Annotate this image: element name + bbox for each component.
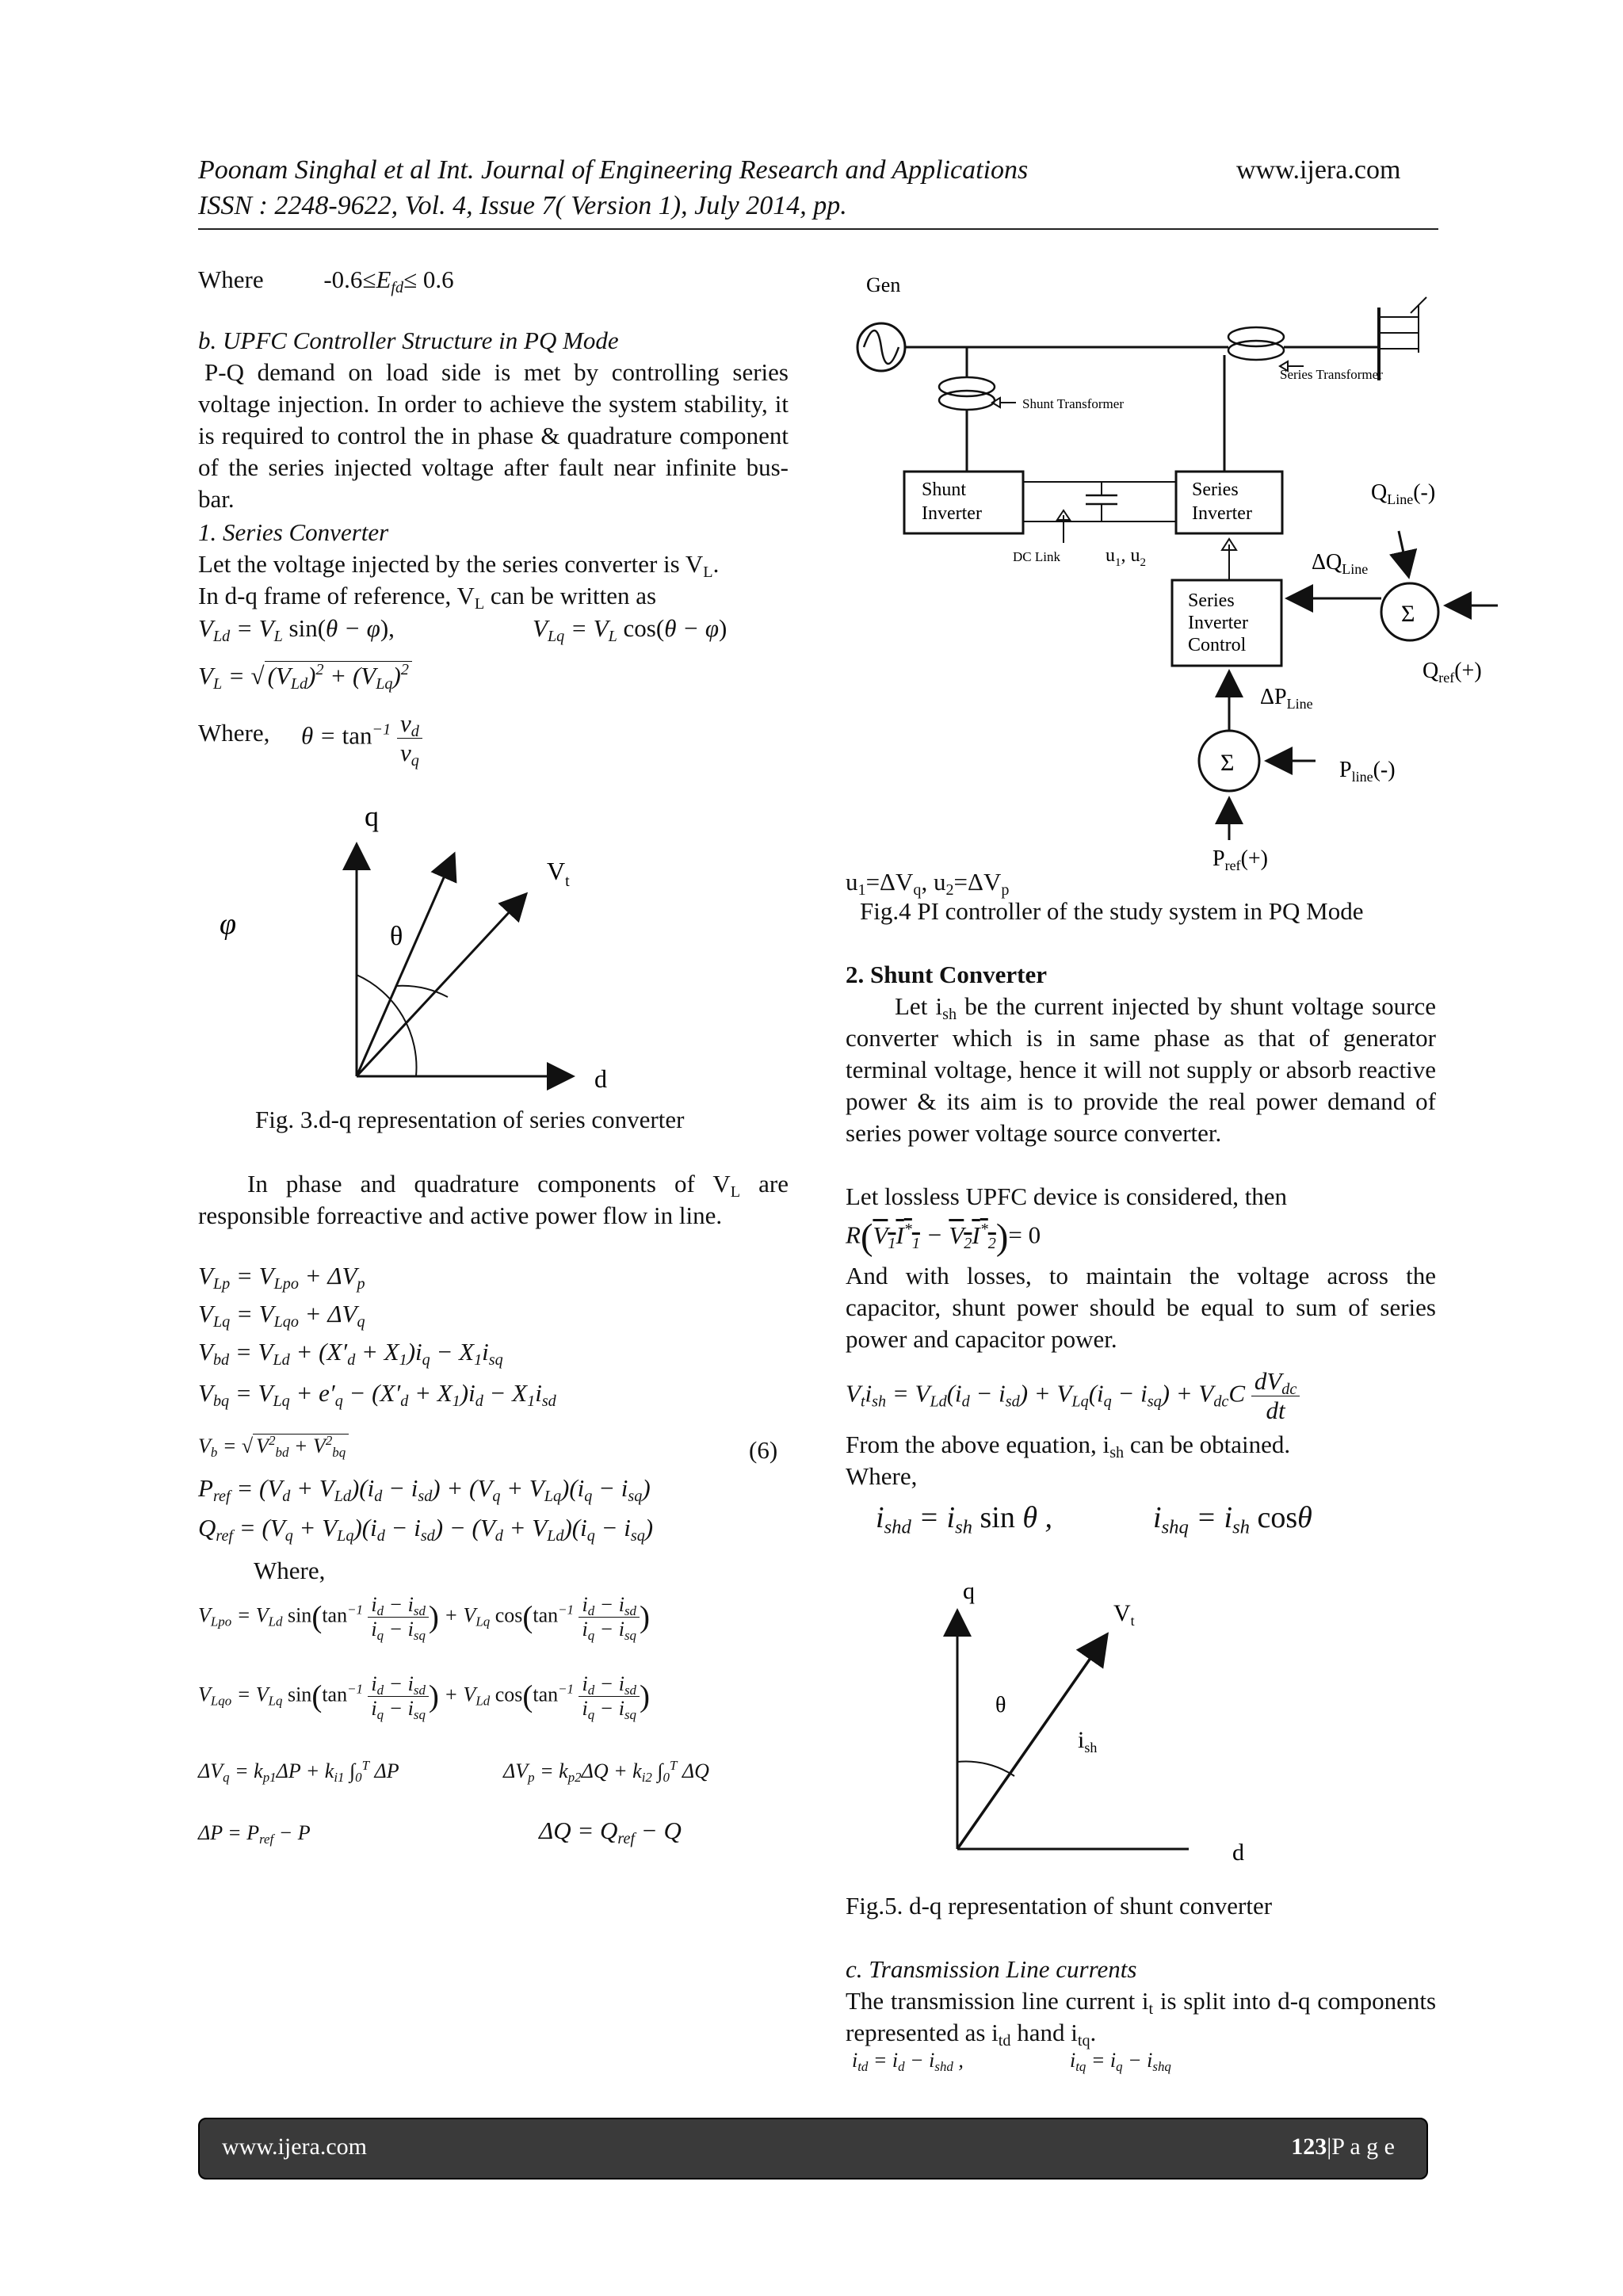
- fig4-sine-icon: [864, 330, 899, 364]
- fig4-u-label: $u_1$, $u_2$: [1106, 545, 1146, 569]
- fig4-q-ref-label: $Q_{ref}(+)$: [1423, 659, 1482, 686]
- fig5-theta-arc: [957, 1761, 1014, 1776]
- efd-range: $-0.6\le E_{fd}\le 0.6$: [323, 266, 454, 297]
- fig4-pi-controller: [840, 269, 1522, 880]
- eq-lossless: $R(V_1I^*_1 - V_2I^*_2)= 0$: [846, 1217, 1041, 1258]
- eq-vlpo: $V_{Lpo} = V_{Ld}$ $\sin(\tan^{-1}$ $\frac{i_d - i_{sd}}{i_q - i_{sq}}$ ) + $V_{Lq}$ $\cos(\tan^{-1}$ $\frac{i_d - i_{sd}}{i_q - i_{sq}}$ ): [198, 1593, 650, 1644]
- fig4-series-transformer-label: Series Transformer: [1280, 367, 1383, 382]
- fig4-control-label2: Inverter: [1188, 613, 1248, 633]
- fig4-p-ref-label: $P_{ref}(+)$: [1212, 846, 1269, 873]
- fig4-series-inverter-label2: Inverter: [1192, 503, 1252, 524]
- footer-page-number: 123: [1291, 2134, 1327, 2160]
- losses-para: And with losses, to maintain the voltage across the capacitor, shunt power should be equal to sum of series power and capacitor power.: [846, 1262, 1436, 1353]
- eq-ishd: $i_{shd} = i_{sh}$ sin θ ,: [876, 1501, 1053, 1538]
- header-rule: [198, 228, 1438, 230]
- fig4-series-inverter-label1: Series: [1192, 479, 1239, 500]
- series-line1-text: Let the voltage injected by the series converter is V: [198, 550, 704, 578]
- from-eq-a: From the above equation, i: [846, 1431, 1110, 1458]
- eq-number-6: (6): [749, 1436, 778, 1464]
- header-url[interactable]: www.ijera.com: [1236, 155, 1401, 185]
- fig3-theta-label: θ: [390, 922, 403, 951]
- eq-qref: $Q_{ref} = (V_q + V_{Lq})(i_d - i_{sd}) - (V_d + V_{Ld})(i_q - i_{sq})$: [198, 1514, 654, 1545]
- fig3-q-label: q: [365, 800, 379, 832]
- fig4-u-def: $u_1=\Delta V_q$, $u_2=\Delta V_p$: [846, 868, 1010, 900]
- fig4-sum-p-sigma: Σ: [1220, 750, 1235, 776]
- where-line: [198, 264, 454, 296]
- tl-para-c: hand i: [1010, 2019, 1078, 2046]
- fig4-dc-link-label: DC Link: [1013, 549, 1060, 564]
- eq-dp: $\Delta P = P_{ref} - P$: [198, 1821, 311, 1847]
- fig5-q-label: q: [963, 1578, 975, 1604]
- fig4-shunt-inverter-label2: Inverter: [922, 503, 982, 524]
- from-eq-b: can be obtained.: [1124, 1431, 1291, 1458]
- para-inphase-a: In phase and quadrature components of V: [247, 1170, 731, 1198]
- fig3-caption: Fig. 3.d-q representation of series converter: [255, 1106, 685, 1133]
- fig3-vt-vector: [357, 856, 453, 1076]
- eq-vlq2: $V_{Lq} = V_{Lqo} + \Delta V_q$: [198, 1300, 365, 1331]
- eq-vlp: $V_{Lp} = V_{Lpo} + \Delta V_p$: [198, 1262, 365, 1293]
- series-line2-text: In d-q frame of reference, V: [198, 582, 475, 609]
- fig4-control-label3: Control: [1188, 635, 1247, 655]
- eq-pref: $P_{ref} = (V_d + V_{Ld})(i_d - i_{sd}) + (V_q + V_{Lq})(i_q - i_{sq})$: [198, 1474, 651, 1506]
- fig3-phi-label: φ: [220, 907, 237, 941]
- eq-itd: $i_{td} = i_d - i_{shd}$ ,: [852, 2049, 964, 2075]
- fig3-vt-label: $V_t$: [547, 857, 570, 890]
- from-eq-line: From the above equation, $i_{sh}$ can be obtained.: [846, 1431, 1291, 1462]
- fig3-vl-vector: [357, 896, 525, 1076]
- journal-header: [198, 155, 1028, 186]
- eq-shunt-power: $V_ti_{sh} = V_{Ld}(i_d - i_{sd}) + V_{Lq}(i_q - i_{sq}) + V_{dc}C$ $\frac{dV_{dc}}{dt}$: [846, 1367, 1300, 1425]
- series-line2: In d-q frame of reference, $V_L$ can be written as: [198, 582, 657, 613]
- where-right: Where,: [846, 1462, 918, 1490]
- fig4-q-line-label: $Q_{Line}(-)$: [1371, 480, 1436, 507]
- fig3-phi-arc: [357, 975, 416, 1076]
- where2-label: Where,: [198, 719, 270, 747]
- para-inphase-b: are responsible forreactive and active power flow in line.: [198, 1170, 789, 1229]
- fig5-d-label: d: [1232, 1839, 1244, 1866]
- fig4-shunt-transformer-label: Shunt Transformer: [1022, 396, 1124, 411]
- where-label: Where: [198, 266, 264, 293]
- eq-vb: $V_b$ = √ $V^2_{bd} + V^2_{bq}$: [198, 1435, 349, 1458]
- eq-vbq: $V_{bq} = V_{Lq} + e'_q - (X'_d + X_1)i_d - X_1i_{sd}$: [198, 1379, 556, 1411]
- fig4-control-label1: Series: [1188, 590, 1235, 611]
- fig4-p-line-label: $P_{line}(-)$: [1339, 758, 1396, 785]
- eq-dvp: $\Delta V_p = k_{p2}\Delta Q + k_{i2}$ $\int_0^T$ ΔQ: [503, 1757, 709, 1786]
- fig5-dq-shunt: [919, 1573, 1284, 1866]
- shunt-heading: 2. Shunt Converter: [846, 961, 1048, 988]
- footer-page-label: |P a g e: [1327, 2134, 1395, 2160]
- eq-dvq: $\Delta V_q = k_{p1}\Delta P + k_{i1}$ $\int_0^T$ ΔP: [198, 1757, 399, 1786]
- eq-theta: $\theta = \tan^{-1}$ $\frac{v_d}{v_q}$: [301, 709, 422, 767]
- eq-vl: $V_L$ = √ $(V_{Ld})^2 + (V_{Lq})^2$: [198, 662, 412, 690]
- fig4-shunt-inverter-label1: Shunt: [922, 479, 967, 500]
- section-b-heading: b. UPFC Controller Structure in PQ Mode: [198, 327, 619, 354]
- header-line2: ISSN : 2248-9622, Vol. 4, Issue 7( Version 1), July 2014, pp.: [198, 191, 847, 220]
- fig4-dp-line-label: $\Delta P_{Line}$: [1260, 685, 1313, 712]
- fig3-d-label: d: [594, 1064, 607, 1093]
- fig4-gen-label: Gen: [866, 273, 901, 296]
- series-line1: Let the voltage injected by the series converter is $V_L$.: [198, 550, 720, 582]
- eq-ishq: $i_{shq} = i_{sh}$ cosθ: [1153, 1501, 1312, 1538]
- fig4-dc-arrow: [1057, 510, 1070, 543]
- shunt-para: Let $i_{sh}$ be the current injected by shunt voltage source converter which is in same phase as that of generator terminal voltage, hence it will not supply or absorb reactive power & its aim is to provide the real power demand of series power voltage source converter.: [846, 992, 1436, 1147]
- footer-url[interactable]: www.ijera.com: [222, 2134, 367, 2160]
- header-line1: Poonam Singhal et al Int. Journal of Engineering Research and Applications: [198, 155, 1029, 185]
- tl-para: The transmission line current $i_t$ is split into d-q components represented as $i_{td}$ hand $i_{tq}$.: [846, 1987, 1437, 2050]
- tl-para-b: is split into d-q components represented as i: [846, 1987, 1437, 2046]
- eq-vbd: $V_{bd} = V_{Ld} + (X'_d + X_1)i_q - X_1i_{sq}$: [198, 1338, 503, 1370]
- para-inphase: In phase and quadrature components of $V_L$ are responsible forreactive and active power flow in line.: [198, 1170, 789, 1229]
- series-heading: 1. Series Converter: [198, 518, 389, 546]
- eq-dq: $\Delta Q = Q_{ref} - Q$: [539, 1817, 682, 1848]
- fig4-sum-q-sigma: Σ: [1401, 601, 1415, 627]
- page-footer: [198, 2118, 1428, 2179]
- fig5-theta-label: θ: [995, 1693, 1006, 1717]
- fig5-vt-label: $V_t$: [1113, 1600, 1135, 1629]
- fig3-dq-series: [198, 793, 642, 1094]
- fig5-caption: Fig.5. d-q representation of shunt converter: [846, 1892, 1273, 1920]
- eq-itq: $i_{tq} = i_q - i_{shq}$: [1070, 2049, 1171, 2075]
- fig5-ish-label: $i_{sh}$: [1078, 1727, 1098, 1755]
- para-b: P-Q demand on load side is met by controlling series voltage injection. In order to achieve the system stability, it is required to control the in phase & quadrature component of the series injected voltage after fault near infinite bus-bar.: [198, 358, 789, 513]
- fig4-dq-line-label: $\Delta Q_{Line}$: [1312, 550, 1369, 577]
- series-line2b-text: can be written as: [484, 582, 657, 609]
- section-c-heading: c. Transmission Line currents: [846, 1955, 1137, 1983]
- lossless-line: Let lossless UPFC device is considered, then: [846, 1182, 1288, 1210]
- eq-vld: $V_{Ld} = V_L$ sin(θ − φ),: [198, 614, 395, 646]
- tl-para-a: The transmission line current i: [846, 1987, 1149, 2015]
- eq-vlqo: $V_{Lqo} = V_{Lq}$ $\sin(\tan^{-1}$ $\frac{i_d - i_{sd}}{i_q - i_{sq}}$ ) + $V_{Ld}$ $\cos(\tan^{-1}$ $\frac{i_d - i_{sd}}{i_q - i_{sq}}$ ): [198, 1672, 650, 1723]
- eq-vlq: $V_{Lq} = V_L$ cos(θ − φ): [533, 614, 727, 646]
- where3-label: Where,: [254, 1557, 326, 1584]
- fig4-ctrl-arrow: [1222, 539, 1236, 580]
- footer-page: [1291, 2134, 1395, 2160]
- fig4-caption: Fig.4 PI controller of the study system in PQ Mode: [860, 897, 1364, 925]
